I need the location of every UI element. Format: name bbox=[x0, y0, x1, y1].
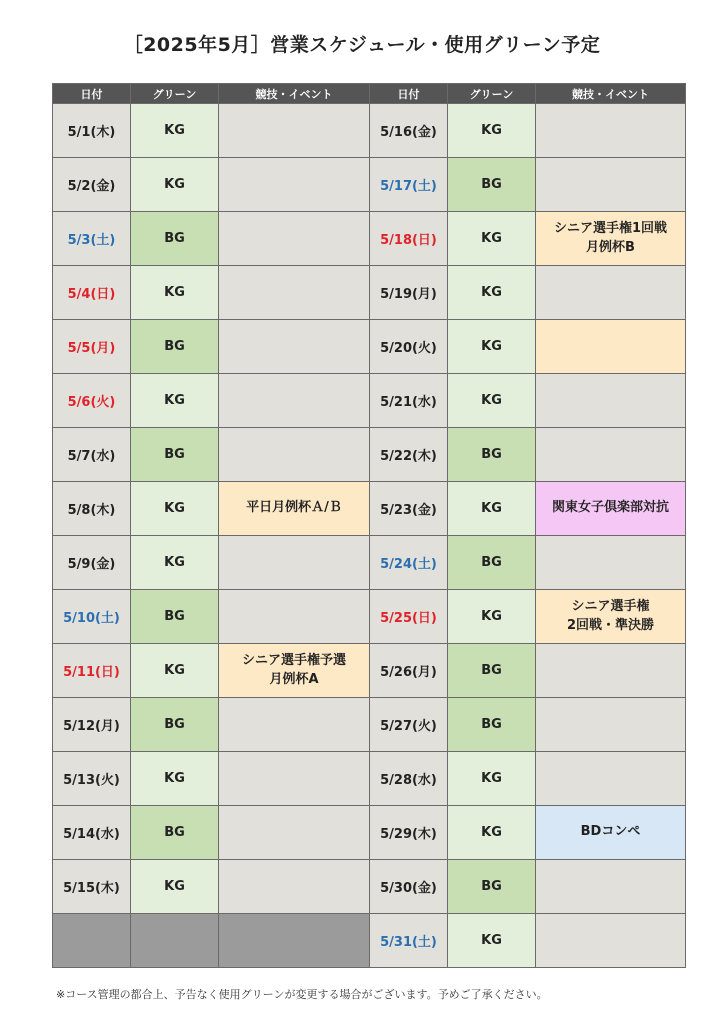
table-row bbox=[53, 590, 686, 644]
date-cell: 5/29(木) bbox=[370, 806, 448, 860]
green-cell: BG bbox=[448, 158, 536, 212]
green-cell: KG bbox=[131, 374, 219, 428]
date-cell: 5/21(水) bbox=[370, 374, 448, 428]
event-cell bbox=[536, 158, 686, 212]
event-line: シニア選手権 bbox=[571, 598, 650, 614]
event-cell bbox=[536, 482, 686, 536]
empty-cell bbox=[131, 914, 219, 968]
event-cell bbox=[536, 212, 686, 266]
green-cell: KG bbox=[448, 320, 536, 374]
event-cell bbox=[219, 212, 370, 266]
header-green: グリーン bbox=[131, 84, 219, 104]
date-cell: 5/7(水) bbox=[53, 428, 131, 482]
date-cell: 5/27(火) bbox=[370, 698, 448, 752]
date-cell: 5/1(木) bbox=[53, 104, 131, 158]
date-cell: 5/6(火) bbox=[53, 374, 131, 428]
table-row bbox=[53, 806, 686, 860]
green-cell: BG bbox=[131, 806, 219, 860]
date-cell: 5/22(木) bbox=[370, 428, 448, 482]
green-cell: BG bbox=[448, 536, 536, 590]
event-cell bbox=[536, 698, 686, 752]
date-cell: 5/19(月) bbox=[370, 266, 448, 320]
date-cell: 5/4(日) bbox=[53, 266, 131, 320]
empty-cell bbox=[53, 914, 131, 968]
date-cell: 5/14(水) bbox=[53, 806, 131, 860]
event-cell bbox=[536, 752, 686, 806]
event-line: 平日月例杯Ａ/Ｂ bbox=[246, 500, 342, 516]
event-cell bbox=[219, 752, 370, 806]
event-cell bbox=[219, 482, 370, 536]
green-cell: KG bbox=[131, 266, 219, 320]
schedule-table bbox=[52, 83, 686, 968]
table-row bbox=[53, 698, 686, 752]
green-cell: BG bbox=[131, 320, 219, 374]
table-row bbox=[53, 752, 686, 806]
green-cell: KG bbox=[131, 104, 219, 158]
green-cell: KG bbox=[448, 914, 536, 968]
green-cell: KG bbox=[131, 158, 219, 212]
header-date: 日付 bbox=[370, 84, 448, 104]
table-row bbox=[53, 536, 686, 590]
green-cell: BG bbox=[448, 644, 536, 698]
event-line: 月例杯A bbox=[269, 671, 319, 687]
table-row bbox=[53, 320, 686, 374]
green-cell: KG bbox=[131, 482, 219, 536]
event-cell bbox=[219, 266, 370, 320]
empty-cell bbox=[219, 914, 370, 968]
table-row bbox=[53, 266, 686, 320]
date-cell: 5/2(金) bbox=[53, 158, 131, 212]
event-cell bbox=[219, 806, 370, 860]
date-cell: 5/18(日) bbox=[370, 212, 448, 266]
page-title: ［2025年5月］営業スケジュール・使用グリーン予定 bbox=[123, 34, 601, 56]
event-cell bbox=[219, 104, 370, 158]
green-cell: KG bbox=[448, 806, 536, 860]
header-event: 競技・イベント bbox=[536, 84, 686, 104]
date-cell: 5/13(火) bbox=[53, 752, 131, 806]
green-cell: KG bbox=[131, 752, 219, 806]
event-cell bbox=[219, 536, 370, 590]
event-cell bbox=[536, 590, 686, 644]
event-cell bbox=[536, 860, 686, 914]
date-cell: 5/8(木) bbox=[53, 482, 131, 536]
event-line: 関東女子倶楽部対抗 bbox=[551, 500, 669, 516]
date-cell: 5/30(金) bbox=[370, 860, 448, 914]
event-cell bbox=[536, 806, 686, 860]
event-line: 月例杯B bbox=[586, 239, 635, 255]
event-cell bbox=[536, 914, 686, 968]
event-cell bbox=[536, 266, 686, 320]
date-cell: 5/26(月) bbox=[370, 644, 448, 698]
date-cell: 5/3(土) bbox=[53, 212, 131, 266]
green-cell: BG bbox=[448, 428, 536, 482]
date-cell: 5/12(月) bbox=[53, 698, 131, 752]
table-row bbox=[53, 158, 686, 212]
event-cell bbox=[219, 860, 370, 914]
green-cell: KG bbox=[448, 752, 536, 806]
event-line: シニア選手権1回戦 bbox=[553, 220, 668, 236]
date-cell: 5/11(日) bbox=[53, 644, 131, 698]
date-cell: 5/24(土) bbox=[370, 536, 448, 590]
event-cell bbox=[219, 644, 370, 698]
green-cell: KG bbox=[448, 374, 536, 428]
event-cell bbox=[219, 698, 370, 752]
green-cell: KG bbox=[131, 860, 219, 914]
date-cell: 5/28(水) bbox=[370, 752, 448, 806]
event-cell bbox=[536, 374, 686, 428]
green-cell: BG bbox=[131, 212, 219, 266]
event-line: BDコンペ bbox=[580, 824, 641, 840]
date-cell: 5/5(月) bbox=[53, 320, 131, 374]
table-row bbox=[53, 914, 686, 968]
date-cell: 5/9(金) bbox=[53, 536, 131, 590]
event-cell bbox=[219, 374, 370, 428]
event-cell bbox=[536, 104, 686, 158]
date-cell: 5/25(日) bbox=[370, 590, 448, 644]
green-cell: BG bbox=[131, 428, 219, 482]
green-cell: BG bbox=[131, 698, 219, 752]
table-row bbox=[53, 374, 686, 428]
header-green: グリーン bbox=[448, 84, 536, 104]
table-row bbox=[53, 428, 686, 482]
event-cell bbox=[219, 320, 370, 374]
event-line: シニア選手権予選 bbox=[241, 652, 346, 668]
green-cell: KG bbox=[448, 212, 536, 266]
table-row bbox=[53, 212, 686, 266]
green-cell: KG bbox=[131, 536, 219, 590]
table-row bbox=[53, 644, 686, 698]
date-cell: 5/10(土) bbox=[53, 590, 131, 644]
date-cell: 5/23(金) bbox=[370, 482, 448, 536]
event-cell bbox=[536, 644, 686, 698]
date-cell: 5/20(火) bbox=[370, 320, 448, 374]
green-cell: KG bbox=[448, 482, 536, 536]
table-row bbox=[53, 104, 686, 158]
header-row bbox=[53, 84, 686, 104]
footnote: ※コース管理の都合上、予告なく使用グリーンが変更する場合がございます。予めご了承ください。 bbox=[56, 988, 548, 1001]
event-cell bbox=[219, 590, 370, 644]
header-date: 日付 bbox=[53, 84, 131, 104]
green-cell: BG bbox=[448, 860, 536, 914]
date-cell: 5/17(土) bbox=[370, 158, 448, 212]
table-row bbox=[53, 482, 686, 536]
green-cell: KG bbox=[448, 590, 536, 644]
date-cell: 5/15(木) bbox=[53, 860, 131, 914]
green-cell: KG bbox=[131, 644, 219, 698]
date-cell: 5/16(金) bbox=[370, 104, 448, 158]
green-cell: BG bbox=[448, 698, 536, 752]
green-cell: BG bbox=[131, 590, 219, 644]
event-cell bbox=[536, 428, 686, 482]
event-cell bbox=[536, 320, 686, 374]
event-cell bbox=[219, 428, 370, 482]
green-cell: KG bbox=[448, 104, 536, 158]
date-cell: 5/31(土) bbox=[370, 914, 448, 968]
event-line: 2回戦・準決勝 bbox=[566, 617, 655, 633]
table-row bbox=[53, 860, 686, 914]
event-cell bbox=[219, 158, 370, 212]
header-event: 競技・イベント bbox=[219, 84, 370, 104]
green-cell: KG bbox=[448, 266, 536, 320]
event-cell bbox=[536, 536, 686, 590]
